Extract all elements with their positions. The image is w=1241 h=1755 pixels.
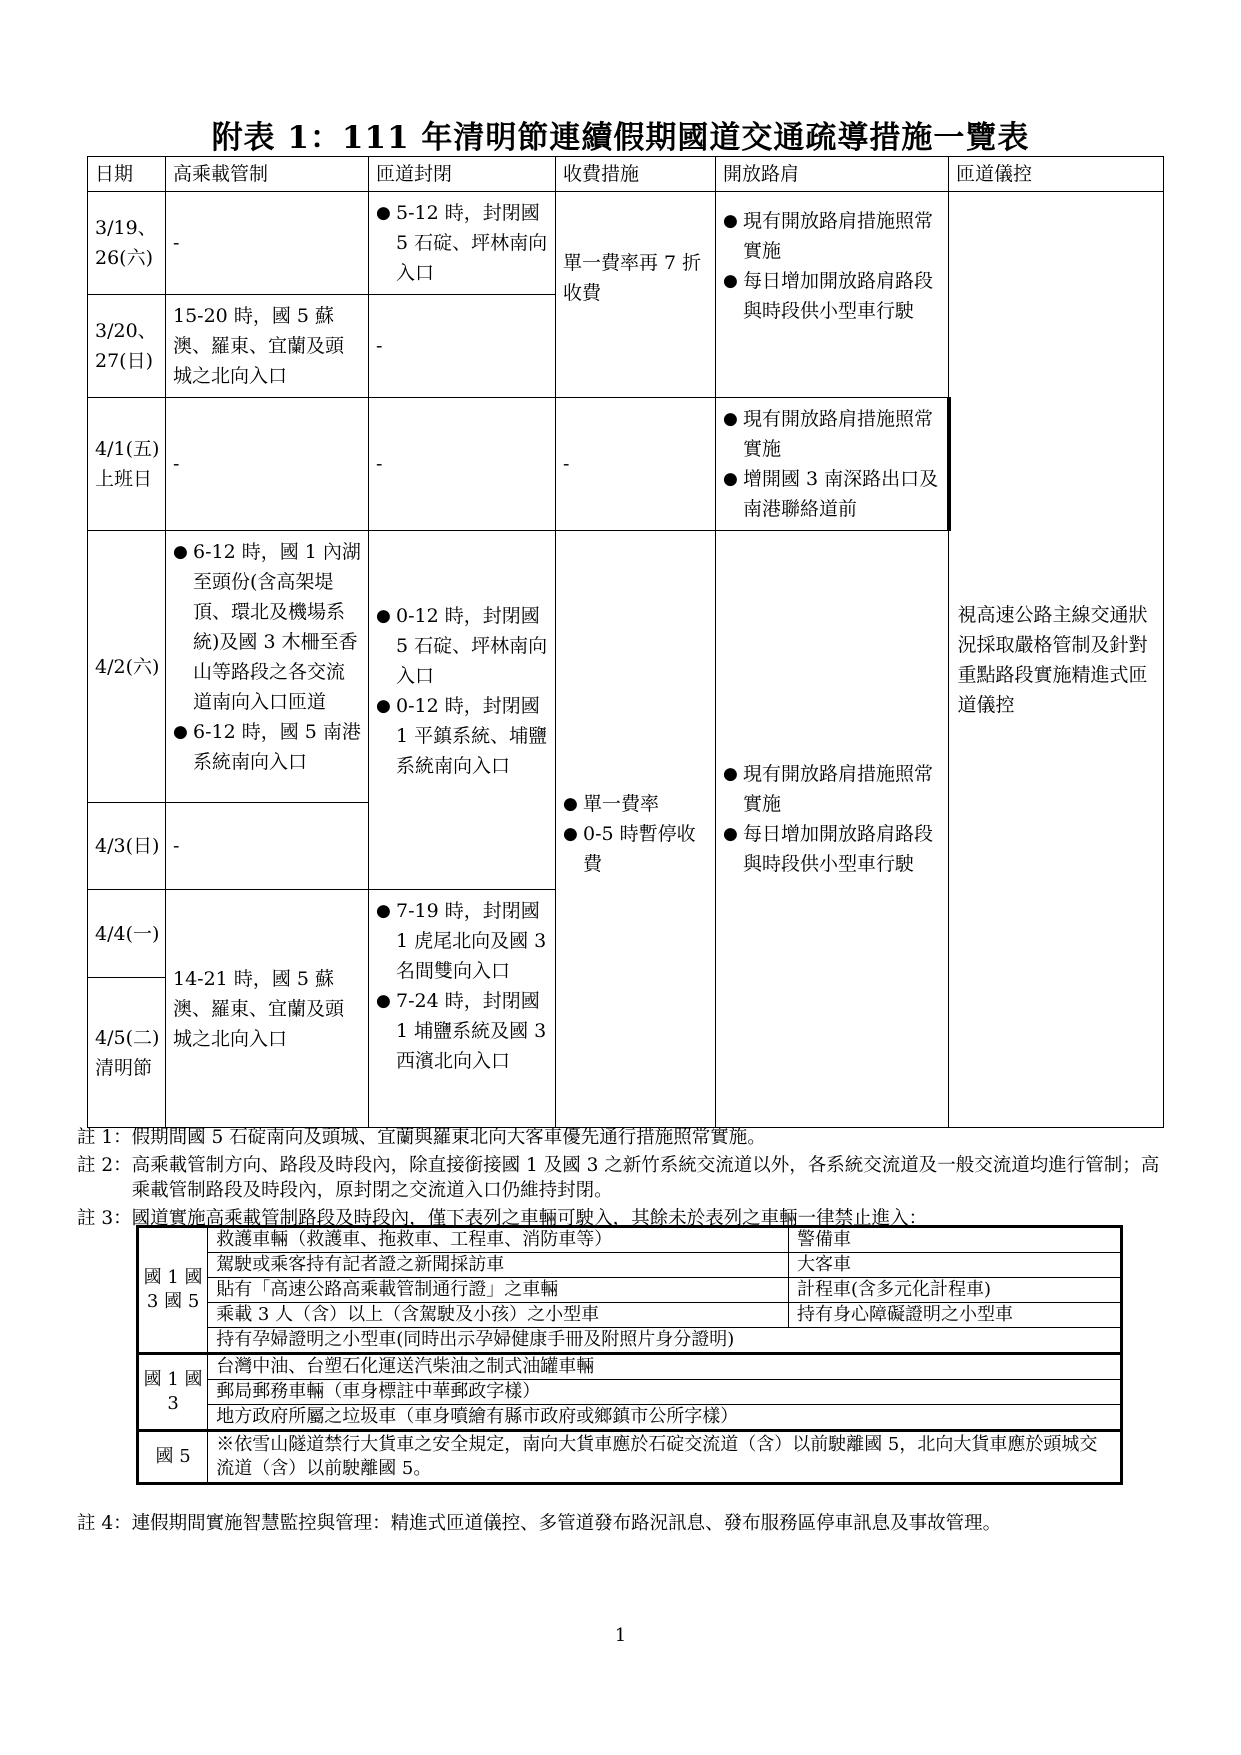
vehicle-cell: 台灣中油、台塑石化運送汽柴油之制式油罐車輛 <box>208 1354 1122 1380</box>
group-label: 國 1 國 3 國 5 <box>138 1227 208 1354</box>
metering-cell: 視高速公路主線交通狀況採取嚴格管制及針對重點路段實施精進式匝道儀控 <box>949 192 1164 1128</box>
vehicle-cell: 郵局郵務車輛（車身標註中華郵政字樣） <box>208 1380 1122 1405</box>
ramp-cell: - <box>369 295 556 398</box>
header-ramp-closure: 匝道封閉 <box>369 157 556 192</box>
shoulder-cell <box>716 531 949 1128</box>
hov-cell: 14-21 時，國 5 蘇澳、羅東、宜蘭及頭城之北向入口 <box>166 890 369 1128</box>
table-row <box>138 1227 1122 1253</box>
list-item: ● 0-12 時，封閉國 1 平鎮系統、埔鹽系統南向入口 <box>376 691 548 781</box>
table-row <box>138 1405 1122 1431</box>
list-item: ● 增開國 3 南深路出口及南港聯絡道前 <box>723 464 940 524</box>
hov-cell: - <box>166 803 369 890</box>
note-label: 註 1： <box>77 1127 132 1148</box>
list-item: ● 每日增加開放路肩路段與時段供小型車行駛 <box>723 819 941 879</box>
header-date: 日期 <box>88 157 166 192</box>
vehicle-cell: 救護車輛（救護車、拖救車、工程車、消防車等） <box>208 1227 789 1253</box>
allowed-vehicles-table <box>136 1225 1123 1485</box>
hov-cell: - <box>166 398 369 531</box>
table-row <box>138 1328 1122 1354</box>
group-label: 國 1 國 3 <box>138 1354 208 1431</box>
header-hov: 高乘載管制 <box>166 157 369 192</box>
date-cell: 4/3(日) <box>88 803 166 890</box>
table-header-row <box>88 157 1164 192</box>
list-item: ● 6-12 時，國 5 南港系統南向入口 <box>173 717 361 777</box>
date-cell: 4/5(二)清明節 <box>88 978 166 1128</box>
list-item: ● 6-12 時，國 1 內湖至頭份(含高架堤頂、環北及機場系統)及國 3 木柵至香山等路段之各交流道南向入口匝道 <box>173 537 361 717</box>
vehicle-cell: 警備車 <box>788 1227 1121 1253</box>
toll-cell: - <box>556 398 716 531</box>
vehicle-cell: 地方政府所屬之垃圾車（車身噴繪有縣市政府或鄉鎮市公所字樣） <box>208 1405 1122 1431</box>
list-item: ● 7-19 時，封閉國 1 虎尾北向及國 3 名間雙向入口 <box>376 896 548 986</box>
note-4 <box>77 1504 1177 1544</box>
ramp-cell <box>369 531 556 890</box>
vehicle-cell: 貼有「高速公路高乘載管制通行證」之車輛 <box>208 1278 789 1303</box>
table-row <box>138 1278 1122 1303</box>
date-cell: 4/4(一) <box>88 890 166 978</box>
list-item: ● 每日增加開放路肩路段與時段供小型車行駛 <box>723 266 941 326</box>
table-row <box>138 1303 1122 1328</box>
page-title: 附表 1：111 年清明節連續假期國道交通疏導措施一覽表 <box>211 120 1030 156</box>
note-label: 註 4： <box>77 1513 132 1534</box>
date-cell: 4/1(五)上班日 <box>88 398 166 531</box>
header-ramp-metering: 匝道儀控 <box>949 157 1164 192</box>
note-text: 連假期間實施智慧監控與管理：精進式匝道儀控、多管道發布路況訊息、發布服務區停車訊息及事故管理。 <box>131 1513 1002 1534</box>
table-row <box>138 1380 1122 1405</box>
hov-cell: - <box>166 192 369 295</box>
note-label: 註 3： <box>77 1208 132 1229</box>
shoulder-cell <box>716 398 949 531</box>
notes <box>77 1125 1177 1231</box>
group-label: 國 5 <box>138 1431 208 1484</box>
header-shoulder: 開放路肩 <box>716 157 949 192</box>
list-item: ● 5-12 時，封閉國 5 石碇、坪林南向入口 <box>376 198 548 288</box>
vehicle-cell: 持有孕婦證明之小型車(同時出示孕婦健康手冊及附照片身分證明) <box>208 1328 1122 1354</box>
table-row <box>138 1253 1122 1278</box>
note-text: 國道實施高乘載管制路段及時段內，僅下表列之車輛可駛入，其餘未於表列之車輛一律禁止進入： <box>131 1208 928 1229</box>
ramp-cell: - <box>369 398 556 531</box>
note-text: 假期間國 5 石碇南向及頭城、宜蘭與羅東北向大客車優先通行措施照常實施。 <box>131 1127 766 1148</box>
vehicle-cell: 計程車(含多元化計程車) <box>788 1278 1121 1303</box>
hov-cell <box>166 531 369 803</box>
note-2 <box>77 1153 1177 1203</box>
toll-cell: 單一費率再 7 折收費 <box>556 192 716 398</box>
vehicle-cell: ※依雪山隧道禁行大貨車之安全規定，南向大貨車應於石碇交流道（含）以前駛離國 5，北向大貨車應於頭城交流道（含）以前駛離國 5。 <box>208 1431 1122 1484</box>
note-label: 註 2： <box>77 1155 132 1176</box>
date-cell: 4/2(六) <box>88 531 166 803</box>
date-cell: 3/19、26(六) <box>88 192 166 295</box>
date-cell: 3/20、27(日) <box>88 295 166 398</box>
note-1 <box>77 1125 1177 1150</box>
list-item: ● 現有開放路肩措施照常實施 <box>723 404 940 464</box>
list-item: ● 0-5 時暫停收費 <box>563 819 708 879</box>
toll-cell <box>556 531 716 1128</box>
list-item: ● 現有開放路肩措施照常實施 <box>723 206 941 266</box>
list-item: ● 7-24 時，封閉國 1 埔鹽系統及國 3 西濱北向入口 <box>376 986 548 1076</box>
note-text: 高乘載管制方向、路段及時段內，除直接銜接國 1 及國 3 之新竹系統交流道以外，各系統交流道及一般交流道均進行管制；高乘載管制路段及時段內，原封閉之交流道入口仍維持封閉。 <box>131 1155 1160 1201</box>
vehicle-cell: 大客車 <box>788 1253 1121 1278</box>
list-item: ● 單一費率 <box>563 789 708 819</box>
table-row <box>88 192 1164 295</box>
header-toll: 收費措施 <box>556 157 716 192</box>
ramp-cell <box>369 890 556 1128</box>
vehicle-cell: 乘載 3 人（含）以上（含駕駛及小孩）之小型車 <box>208 1303 789 1328</box>
vehicle-cell: 駕駛或乘客持有記者證之新聞採訪車 <box>208 1253 789 1278</box>
table-row <box>138 1354 1122 1380</box>
table-row <box>138 1431 1122 1484</box>
list-item: ● 0-12 時，封閉國 5 石碇、坪林南向入口 <box>376 601 548 691</box>
measures-table <box>87 156 1164 1128</box>
shoulder-cell <box>716 192 949 398</box>
ramp-cell <box>369 192 556 295</box>
page-number: 1 <box>614 1625 627 1646</box>
vehicle-cell: 持有身心障礙證明之小型車 <box>788 1303 1121 1328</box>
hov-cell: 15-20 時，國 5 蘇澳、羅東、宜蘭及頭城之北向入口 <box>166 295 369 398</box>
list-item: ● 現有開放路肩措施照常實施 <box>723 759 941 819</box>
